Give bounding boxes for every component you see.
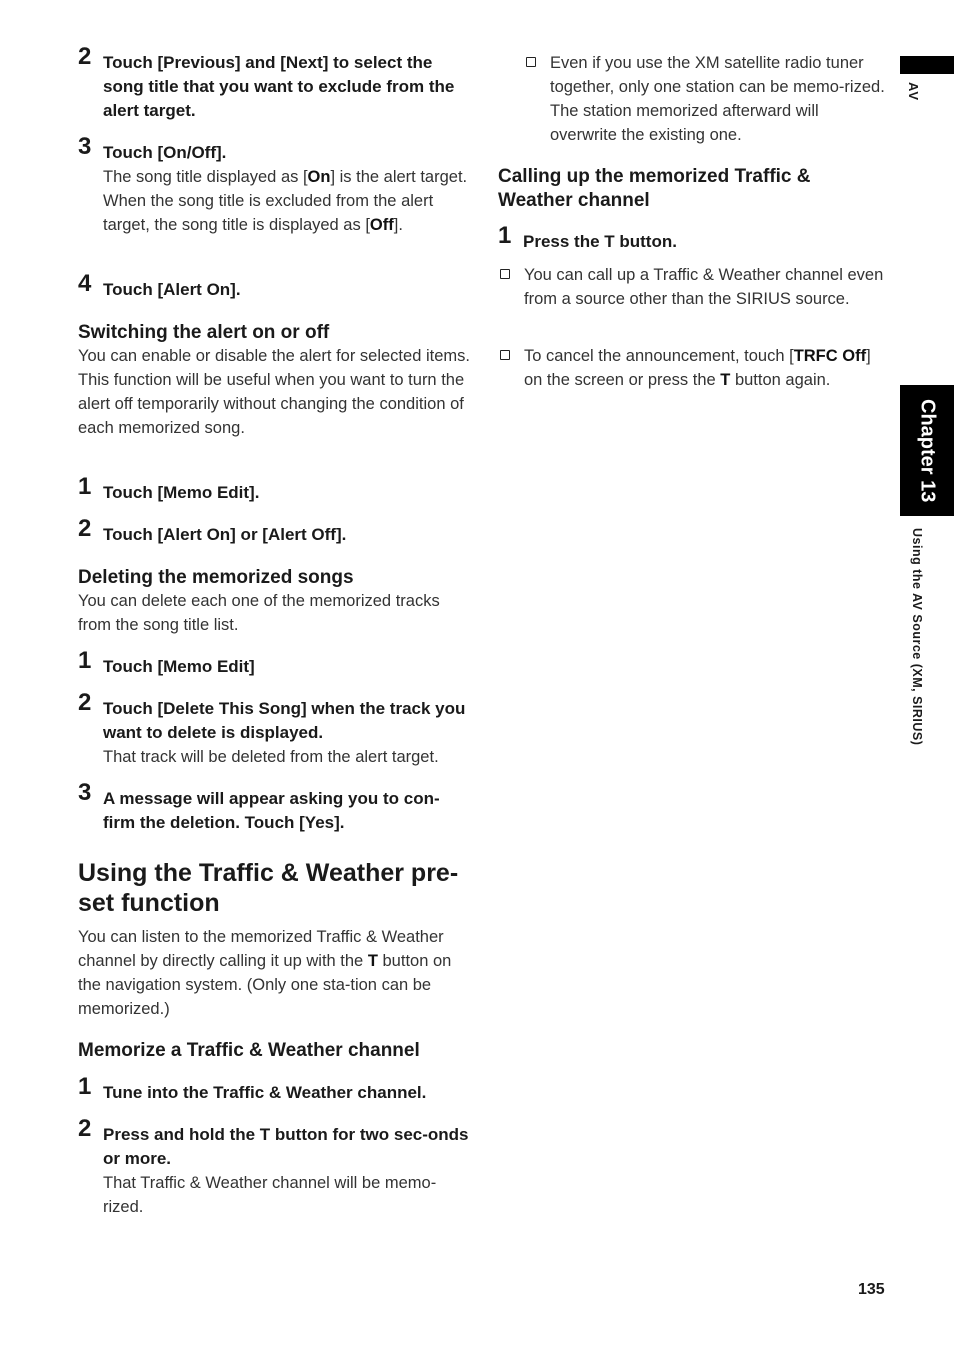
page-number: 135 — [858, 1281, 885, 1298]
deleting-songs-para: You can delete each one of the memorized tracks from the song title list. — [78, 592, 440, 634]
step-press-t — [498, 222, 890, 254]
note-xm-tuner: Even if you use the XM satellite radio tuner together, only one station can be memo-rized. The station memorized afterward will overwrite the existing one. — [524, 51, 890, 147]
switching-alert-heading: Switching the alert on or off — [78, 322, 330, 343]
step-exclude-song — [78, 43, 470, 123]
step-delete-memo-edit — [78, 647, 470, 679]
traffic-weather-para: You can listen to the memorized Traffic & Weather channel by directly calling it up with the T button on the navigation system. (Only one sta-tion can be memorized.) — [78, 928, 452, 1018]
checkbox-bullet-icon — [526, 57, 536, 67]
step-number: 1 — [78, 473, 92, 500]
chapter-label: Chapter 13 — [916, 398, 939, 503]
note-other-source: You can call up a Traffic & Weather channel even from a source other than the SIRIUS source. — [498, 263, 890, 311]
step-heading: Touch [On/Off]. — [103, 143, 227, 162]
step-heading: Touch [Previous] and [Next] to select the song title that you want to exclude from the alert target. — [103, 53, 455, 120]
note-cancel-announcement: To cancel the announcement, touch [TRFC Off] on the screen or press the T button again. — [498, 344, 890, 392]
step-heading: Tune into the Traffic & Weather channel. — [103, 1083, 427, 1102]
step-heading: A message will appear asking you to con-firm the deletion. Touch [Yes]. — [103, 789, 440, 832]
traffic-weather-section-title: Using the Traffic & Weather pre-set function — [78, 859, 459, 917]
step-alert-on-off — [78, 515, 470, 547]
step-body: The song title displayed as [On] is the alert target. When the song title is excluded from the alert target, the song title is displayed as [Off]. — [103, 168, 468, 234]
step-body: That track will be deleted from the alert target. — [103, 748, 439, 766]
step-memo-edit — [78, 473, 470, 505]
step-heading: Touch [Delete This Song] when the track you want to delete is displayed. — [103, 699, 466, 742]
side-chapter-title: Using the AV Source (XM, SIRIUS) — [910, 528, 924, 746]
step-number: 3 — [78, 133, 92, 160]
memorize-channel-heading: Memorize a Traffic & Weather channel — [78, 1040, 420, 1061]
step-heading: Touch [Alert On]. — [103, 280, 241, 299]
av-tab-marker — [900, 56, 954, 74]
step-number: 2 — [78, 43, 92, 70]
step-number: 1 — [78, 1073, 92, 1100]
checkbox-bullet-icon — [500, 269, 510, 279]
step-number: 1 — [78, 647, 92, 674]
step-press-hold-t — [78, 1115, 470, 1219]
switching-alert-para: You can enable or disable the alert for selected items. This function will be useful when you want to turn the alert off temporarily without changing the condition of each memorized song. — [78, 347, 470, 437]
step-delete-this-song — [78, 689, 470, 769]
av-label: AV — [906, 82, 921, 102]
step-tune-channel — [78, 1073, 470, 1105]
step-heading: Press the T button. — [523, 232, 677, 251]
checkbox-bullet-icon — [500, 350, 510, 360]
step-number: 2 — [78, 689, 92, 716]
step-alert-on — [78, 270, 470, 302]
step-heading: Press and hold the T button for two sec-onds or more. — [103, 1125, 469, 1168]
step-touch-on-off — [78, 133, 470, 237]
calling-up-heading: Calling up the memorized Traffic & Weather channel — [498, 166, 811, 211]
step-number: 3 — [78, 779, 92, 806]
step-body: That Traffic & Weather channel will be memo-rized. — [103, 1174, 437, 1216]
step-confirm-delete — [78, 779, 470, 835]
step-heading: Touch [Memo Edit] — [103, 657, 255, 676]
step-number: 2 — [78, 1115, 92, 1142]
step-number: 2 — [78, 515, 92, 542]
step-number: 1 — [498, 222, 512, 249]
step-number: 4 — [78, 270, 92, 297]
deleting-songs-heading: Deleting the memorized songs — [78, 567, 354, 588]
step-heading: Touch [Alert On] or [Alert Off]. — [103, 525, 347, 544]
step-heading: Touch [Memo Edit]. — [103, 483, 260, 502]
